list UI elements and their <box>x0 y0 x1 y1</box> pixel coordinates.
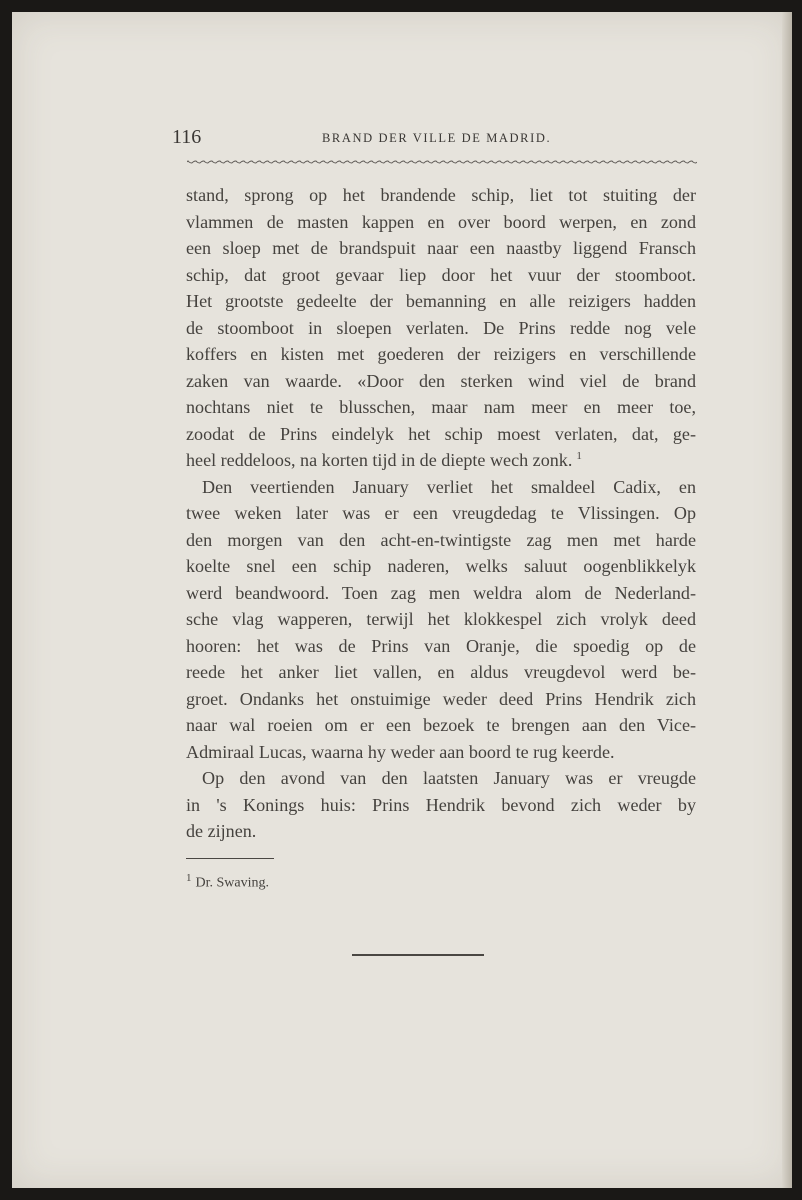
text-line: Den veertienden January verliet het smaldeel Cadix, en <box>202 476 696 497</box>
text-line: Admiraal Lucas, waarna hy weder aan boord te rug keerde. <box>186 741 615 762</box>
footnote <box>186 872 269 892</box>
footnote-marker: 1 <box>186 872 192 884</box>
footnote-text: Dr. Swaving. <box>195 875 269 891</box>
text-line: de stoomboot in sloepen verlaten. De Prins redde nog vele <box>186 317 696 338</box>
text-line: een sloep met de brandspuit naar een naastby liggend Fransch <box>186 238 696 258</box>
text-line: de zijnen. <box>186 821 257 841</box>
text-line: koelte snel een schip naderen, welks saluut oogenblikkelyk <box>186 556 696 576</box>
text-line: twee weken later was er een vreugdedag te Vlissingen. Op <box>186 503 696 523</box>
footnote-rule <box>186 858 274 859</box>
text-line: reede het anker liet vallen, en aldus vreugdevol werd be- <box>186 662 696 682</box>
text-line-with-footnote <box>186 447 696 474</box>
text-line: den morgen van den acht-en-twintigste zag men met harde <box>186 529 696 550</box>
text-line: groet. Ondanks het onstuimige weder deed Prins Hendrik zich <box>186 688 696 709</box>
text-line: in 's Konings huis: Prins Hendrik bevond zich weder by <box>186 794 696 815</box>
page-number: 116 <box>172 126 202 148</box>
text-line: vlammen de masten kappen en over boord werpen, en zond <box>186 211 696 232</box>
text-line: sche vlag wapperen, terwijl het klokkespel zich vrolyk deed <box>186 609 696 629</box>
page-header <box>172 126 698 156</box>
text-line: naar wal roeien om er een bezoek te brengen aan den Vice- <box>186 715 696 735</box>
running-title: BRAND DER VILLE DE MADRID. <box>322 131 552 145</box>
wavy-header-rule <box>187 159 697 165</box>
text-line: stand, sprong op het brandende schip, liet tot stuiting der <box>186 185 696 205</box>
text-line: werd beandwoord. Toen zag men weldra alom de Nederland- <box>186 582 696 603</box>
text-line: heel reddeloos, na korten tijd in de diepte wech zonk. <box>186 450 573 470</box>
footnote-reference[interactable]: 1 <box>576 449 582 462</box>
book-page <box>12 12 792 1188</box>
body-text <box>186 182 696 845</box>
end-rule <box>352 954 484 956</box>
text-line: nochtans niet te blusschen, maar nam meer en meer toe, <box>186 397 696 417</box>
page-gutter-shadow <box>782 12 792 1188</box>
text-line: hooren: het was de Prins van Oranje, die spoedig op de <box>186 635 696 656</box>
text-line: schip, dat groot gevaar liep door het vuur der stoomboot. <box>186 264 696 285</box>
text-line: koffers en kisten met goederen der reizigers en verschillende <box>186 344 696 364</box>
text-line: zoodat de Prins eindelyk het schip moest verlaten, dat, ge- <box>186 423 696 444</box>
text-line: Op den avond van den laatsten January was er vreugde <box>202 768 696 788</box>
text-line: zaken van waarde. «Door den sterken wind viel de brand <box>186 370 696 391</box>
text-line: Het grootste gedeelte der bemanning en alle reizigers hadden <box>186 291 696 311</box>
